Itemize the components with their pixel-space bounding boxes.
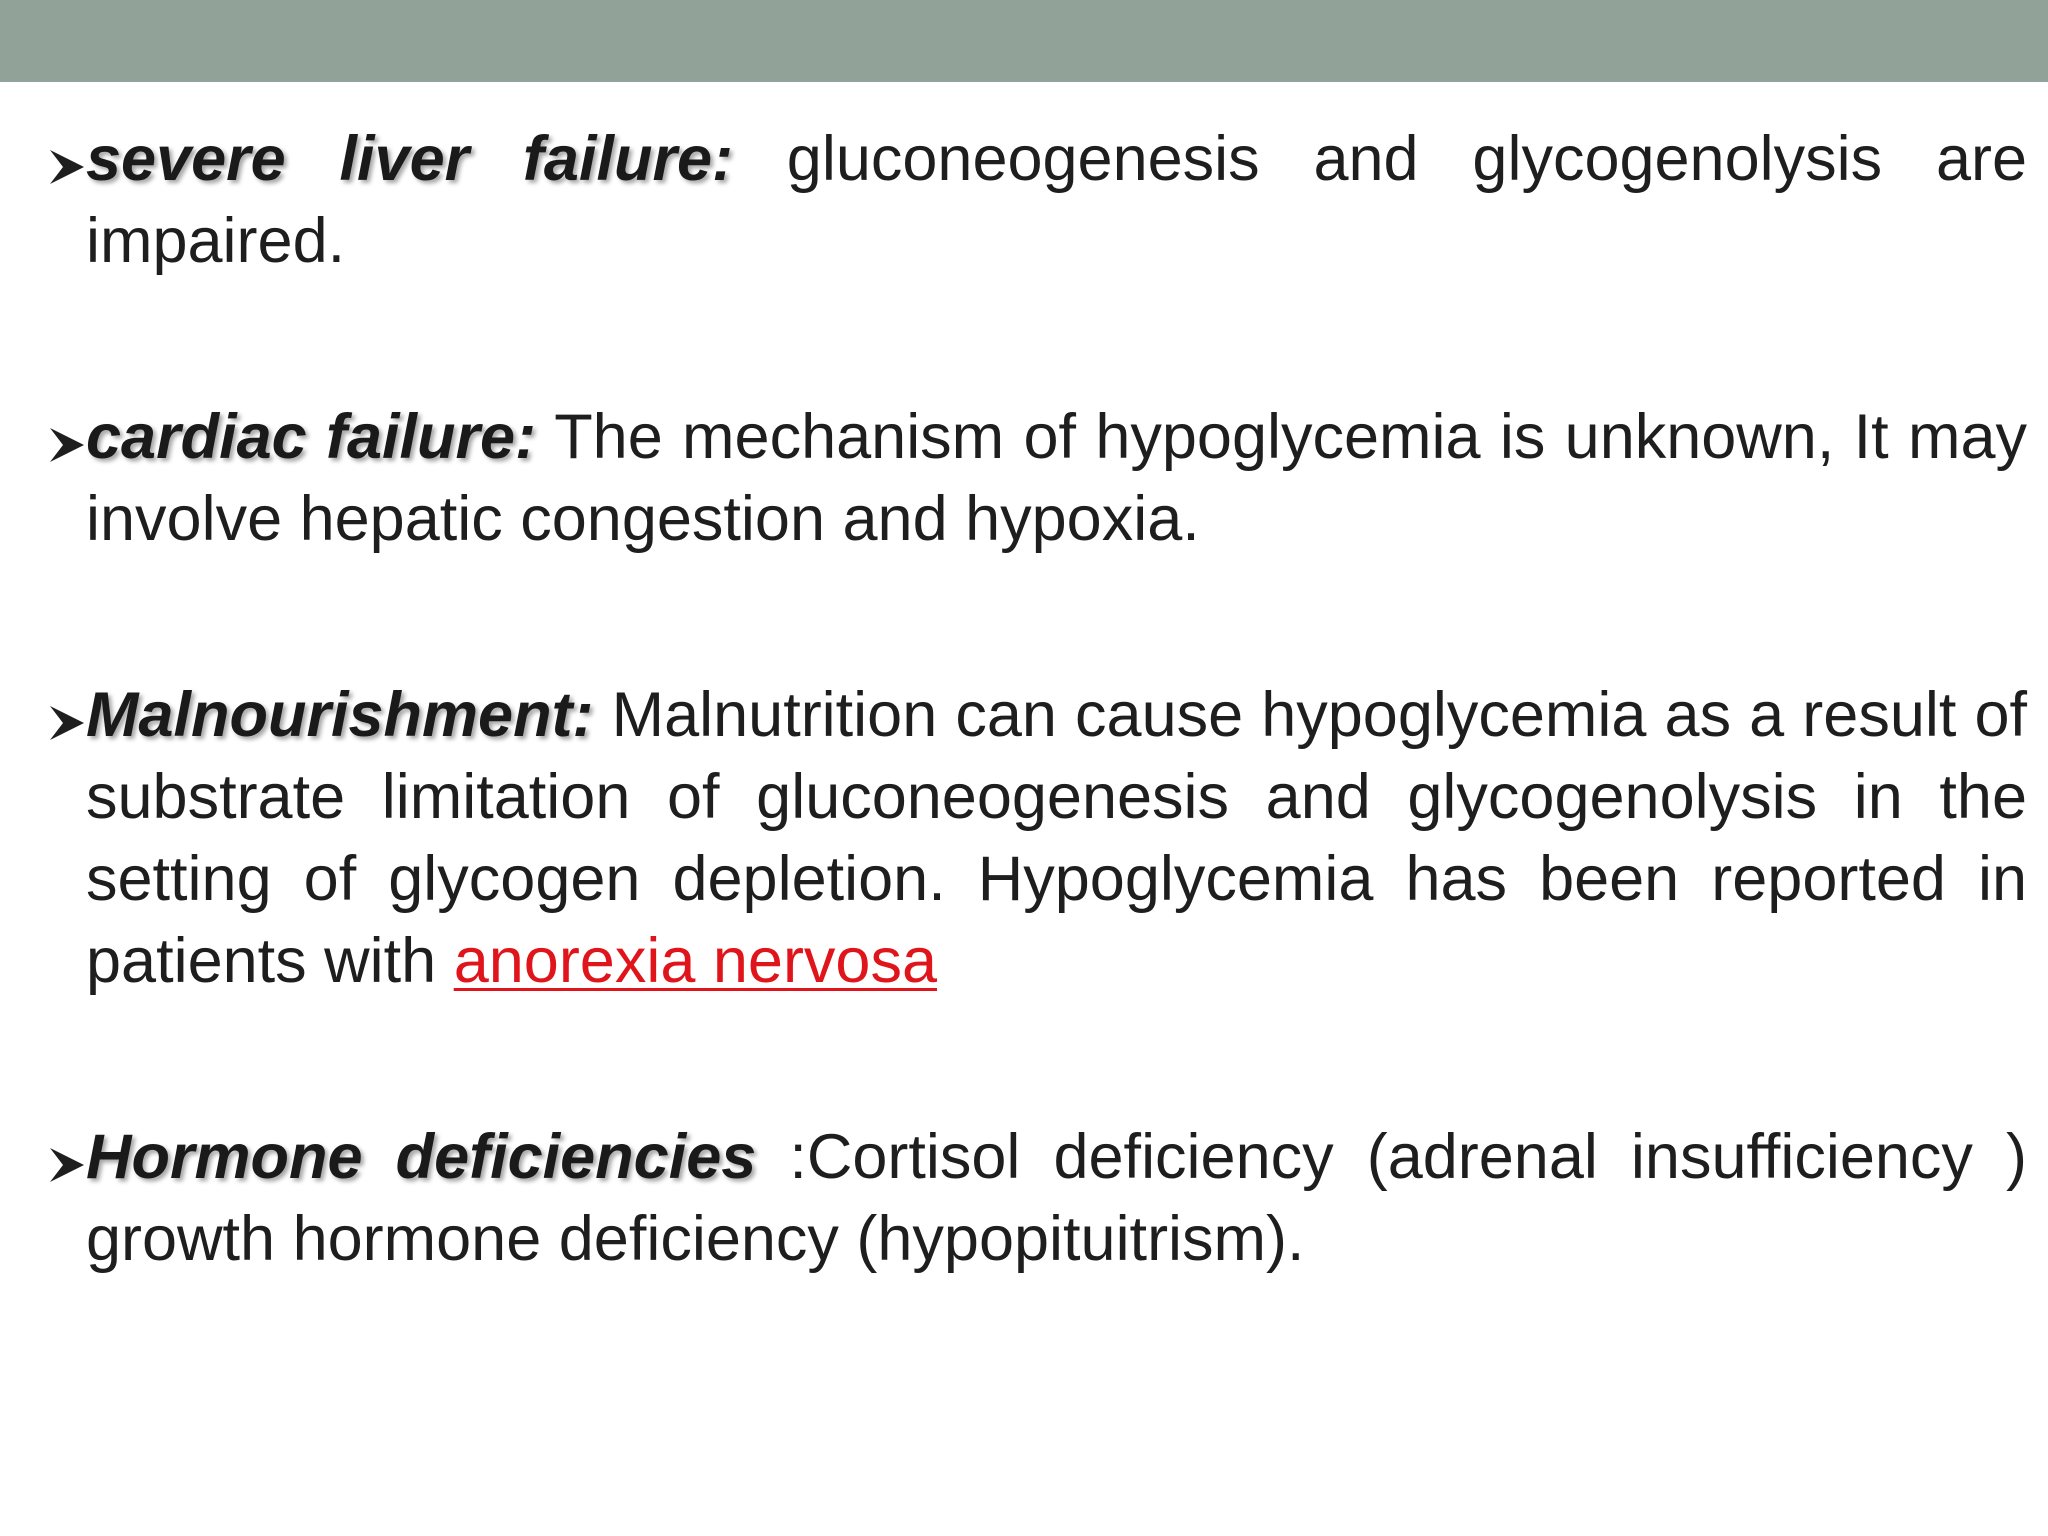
bullet-lead: cardiac failure: (86, 402, 537, 472)
arrow-bullet-icon (48, 703, 86, 743)
bullet-lead: Hormone deficiencies (86, 1122, 757, 1192)
bullet-text: gluconeogenesis and glycogenolysis are impaired. (86, 124, 2027, 276)
bullet-lead: severe liver failure: (86, 124, 733, 194)
bullet-text: :Cortisol deficiency (adrenal insufficiency ) growth hormone deficiency (hypopituitrism). (86, 1122, 2027, 1274)
bullet-text: Malnutrition can cause hypoglycemia as a result of substrate limitation of gluconeogenesis and glycogenolysis in the setting of glycogen depletion. Hypoglycemia has been reported in patients with (86, 680, 2027, 996)
bullet-lead: Malnourishment: (86, 680, 594, 750)
arrow-bullet-icon (48, 425, 86, 465)
bullet-hormone-deficiencies (48, 1116, 2027, 1280)
slide-content (48, 118, 2027, 1280)
arrow-bullet-icon (48, 1145, 86, 1185)
bullet-cardiac-failure (48, 396, 2027, 560)
anorexia-nervosa-link[interactable]: anorexia nervosa (453, 926, 938, 996)
bullet-text: The mechanism of hypoglycemia is unknown, It may involve hepatic congestion and hypoxia. (86, 402, 2027, 554)
bullet-liver-failure (48, 118, 2027, 282)
arrow-bullet-icon (48, 147, 86, 187)
header-band (0, 0, 2048, 82)
bullet-malnourishment (48, 674, 2027, 1002)
